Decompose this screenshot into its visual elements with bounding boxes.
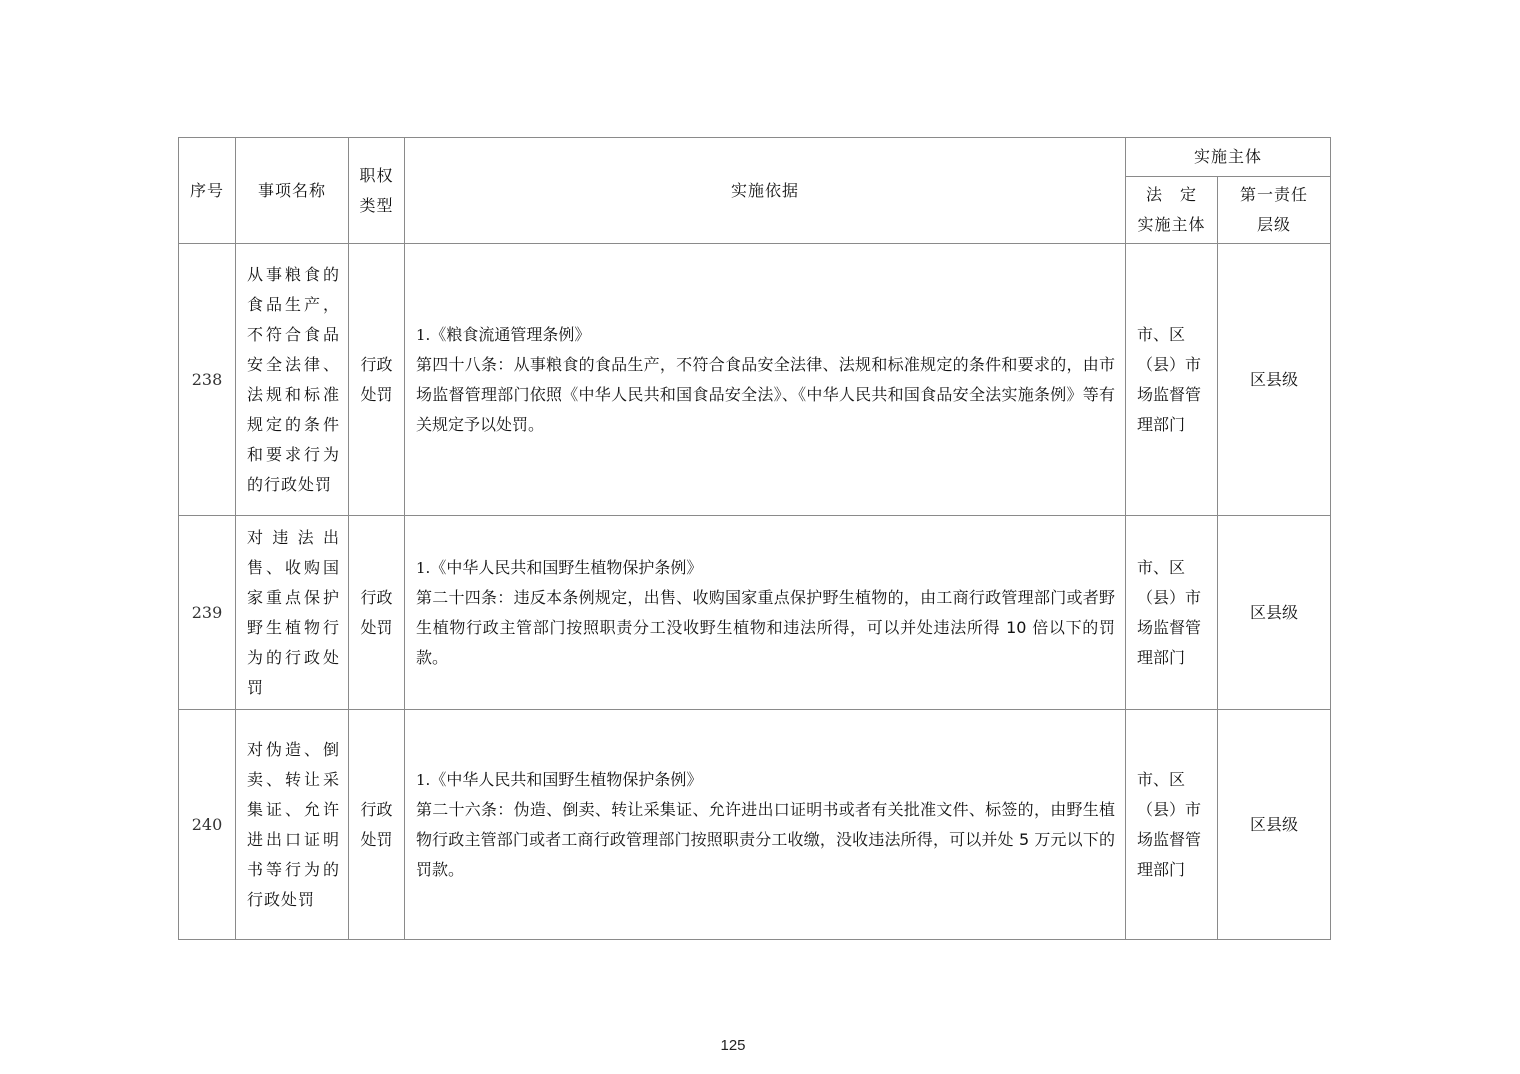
- header-name: 事项名称: [236, 138, 349, 244]
- row-basis: [405, 710, 1126, 940]
- row-basis: [405, 516, 1126, 710]
- row-item-name: 对伪造、倒卖、转让采集证、允许进出口证明书等行为的行政处罚: [236, 710, 349, 940]
- row-law-name: 《中华人民共和国野生植物保护条例》: [430, 769, 703, 789]
- header-type: [349, 138, 405, 244]
- page-number: 125: [720, 1037, 746, 1054]
- row-basis-text: 第二十四条：违反本条例规定，出售、收购国家重点保护野生植物的，由工商行政管理部门或者野生植物行政主管部门按照职责分工没收野生植物和违法所得，可以并处违法所得 10 倍以下的罚款。: [416, 587, 1115, 667]
- row-legal-subject: 市、区（县）市场监督管理部门: [1126, 516, 1218, 710]
- row-seq: 238: [179, 244, 236, 516]
- row-power-type: 行政处罚: [349, 244, 405, 516]
- table-row: [179, 710, 1331, 940]
- header-first-level-line2: 层级: [1257, 215, 1292, 234]
- header-first-level: [1218, 177, 1331, 244]
- row-basis: [405, 244, 1126, 516]
- row-item-name: 对违法出售、收购国家重点保护野生植物行为的行政处罚: [236, 516, 349, 710]
- row-first-level: 区县级: [1218, 516, 1331, 710]
- header-seq: 序号: [179, 138, 236, 244]
- header-legal-subject-line1: 法 定: [1145, 185, 1197, 204]
- header-legal-subject: [1126, 177, 1218, 244]
- header-type-line1: 职权: [359, 165, 394, 185]
- row-law-index: 1.: [416, 770, 431, 789]
- header-type-line2: 类型: [359, 195, 394, 215]
- header-basis: 实施依据: [405, 138, 1126, 244]
- row-power-type: 行政处罚: [349, 516, 405, 710]
- header-subject-group: 实施主体: [1126, 138, 1331, 177]
- row-law-title: [416, 320, 1115, 350]
- row-legal-subject: 市、区（县）市场监督管理部门: [1126, 244, 1218, 516]
- row-law-index: 1.: [416, 325, 431, 344]
- row-legal-subject: 市、区（县）市场监督管理部门: [1126, 710, 1218, 940]
- row-seq: 239: [179, 516, 236, 710]
- row-basis-text: 第四十八条：从事粮食的食品生产，不符合食品安全法律、法规和标准规定的条件和要求的，由市场监督管理部门依照《中华人民共和国食品安全法》、《中华人民共和国食品安全法实施条例》等有关规定予以处罚。: [416, 354, 1115, 434]
- header-first-level-line1: 第一责任: [1240, 185, 1309, 204]
- enforcement-items-table: [178, 137, 1331, 940]
- row-law-title: [416, 553, 1115, 583]
- row-first-level: 区县级: [1218, 710, 1331, 940]
- row-basis-text: 第二十六条：伪造、倒卖、转让采集证、允许进出口证明书或者有关批准文件、标签的，由野生植物行政主管部门或者工商行政管理部门按照职责分工收缴，没收违法所得，可以并处 5 万元以下的罚款。: [416, 799, 1115, 879]
- row-first-level: 区县级: [1218, 244, 1331, 516]
- table-row: [179, 244, 1331, 516]
- row-law-index: 1.: [416, 558, 431, 577]
- row-law-name: 《粮食流通管理条例》: [430, 324, 591, 344]
- header-row-1: [179, 138, 1331, 177]
- row-power-type: 行政处罚: [349, 710, 405, 940]
- row-law-title: [416, 765, 1115, 795]
- table-row: [179, 516, 1331, 710]
- row-seq: 240: [179, 710, 236, 940]
- header-legal-subject-line2: 实施主体: [1137, 215, 1206, 234]
- row-item-name: 从事粮食的食品生产，不符合食品安全法律、法规和标准规定的条件和要求行为的行政处罚: [236, 244, 349, 516]
- row-law-name: 《中华人民共和国野生植物保护条例》: [430, 557, 703, 577]
